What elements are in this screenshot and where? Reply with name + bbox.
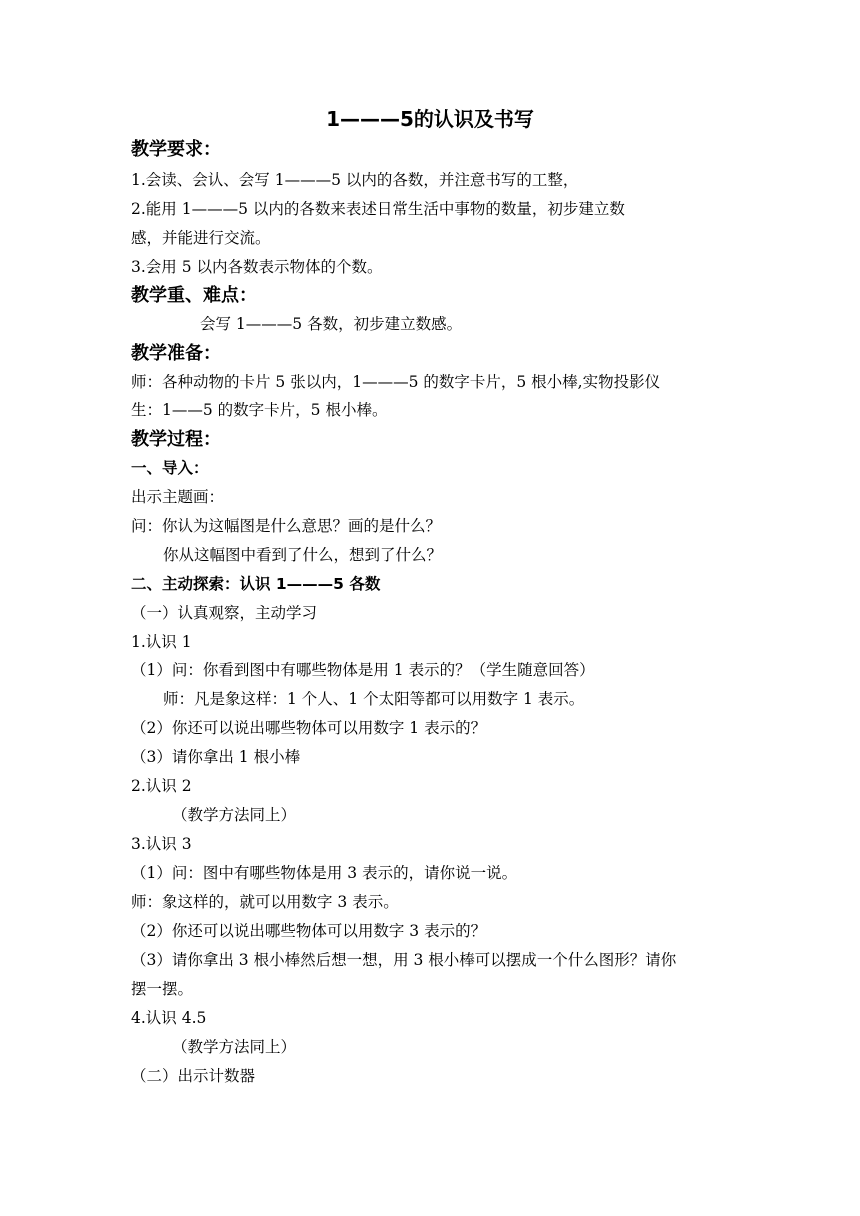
section-heading-preparation: 教学准备： — [131, 343, 221, 364]
paragraph-line: （教学方法同上） — [172, 806, 297, 824]
paragraph-line: 4.认识 4.5 — [131, 1009, 207, 1027]
paragraph-line: 3.会用 5 以内各数表示物体的个数。 — [131, 258, 383, 276]
paragraph-line: 1.会读、会认、会写 1———5 以内的各数，并注意书写的工整， — [131, 171, 579, 189]
paragraph-line: （2）你还可以说出哪些物体可以用数字 3 表示的？ — [131, 922, 487, 940]
paragraph-line: 师：各种动物的卡片 5 张以内，1———5 的数字卡片，5 根小棒,实物投影仪 — [131, 373, 661, 391]
paragraph-line: 你从这幅图中看到了什么，想到了什么？ — [163, 546, 443, 564]
paragraph-line: 师：象这样的，就可以用数字 3 表示。 — [131, 893, 399, 911]
document-title: 1———5的认识及书写 — [326, 107, 534, 131]
paragraph-line: 感，并能进行交流。 — [131, 229, 271, 247]
paragraph-line: （一）认真观察，主动学习 — [131, 604, 318, 622]
paragraph-line: 会写 1———5 各数，初步建立数感。 — [200, 315, 463, 333]
paragraph-line: 生：1——5 的数字卡片，5 根小棒。 — [131, 401, 388, 419]
paragraph-line: 3.认识 3 — [131, 835, 192, 853]
paragraph-line: （2）你还可以说出哪些物体可以用数字 1 表示的？ — [131, 719, 487, 737]
paragraph-line: 2.认识 2 — [131, 777, 192, 795]
paragraph-line: 问：你认为这幅图是什么意思？画的是什么？ — [131, 517, 442, 535]
paragraph-line: （3）请你拿出 1 根小棒 — [131, 748, 301, 766]
paragraph-line: （3）请你拿出 3 根小棒然后想一想，用 3 根小棒可以摆成一个什么图形？请你 — [131, 951, 677, 969]
subsection-heading: 二、主动探索：认识 1———5 各数 — [131, 575, 381, 593]
paragraph-line: 师：凡是象这样：1 个人、1 个太阳等都可以用数字 1 表示。 — [163, 690, 585, 708]
paragraph-line: 1.认识 1 — [131, 633, 192, 651]
paragraph-line: 出示主题画： — [131, 488, 225, 506]
subsection-heading: 一、导入： — [131, 459, 209, 477]
paragraph-line: 2.能用 1———5 以内的各数来表述日常生活中事物的数量，初步建立数 — [131, 200, 625, 218]
paragraph-line: 摆一摆。 — [131, 980, 194, 998]
paragraph-line: （1）问：你看到图中有哪些物体是用 1 表示的？（学生随意回答） — [131, 661, 595, 679]
paragraph-line: （1）问：图中有哪些物体是用 3 表示的，请你说一说。 — [131, 864, 518, 882]
paragraph-line: （二）出示计数器 — [131, 1067, 256, 1085]
section-heading-key-points: 教学重、难点： — [131, 285, 257, 306]
paragraph-line: （教学方法同上） — [172, 1038, 297, 1056]
section-heading-process: 教学过程： — [131, 429, 221, 450]
section-heading-requirements: 教学要求： — [131, 139, 221, 160]
